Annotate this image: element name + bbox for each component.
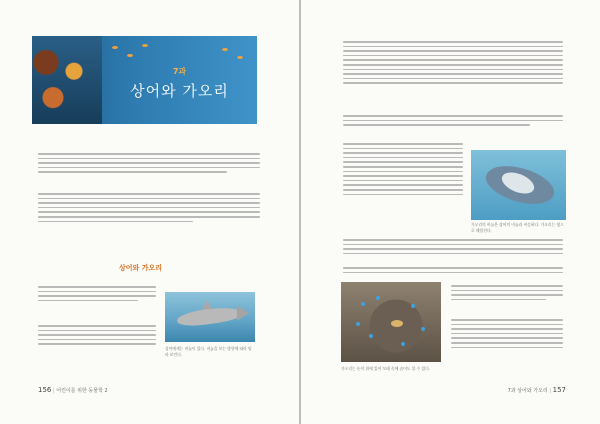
photo-caption: 가오리의 비늘은 상어의 비늘과 비슷하다. 가오리는 옆으로 헤엄친다. (471, 222, 564, 233)
photo-caption: 가오리는 눈이 위에 있어 모래 속에 숨어도 볼 수 있다. (341, 366, 431, 371)
fish-icon (112, 46, 118, 49)
ray-photo (471, 150, 566, 220)
page-footer: 7과 상어와 가오리 | 157 (507, 386, 566, 394)
fish-icon (127, 54, 133, 57)
photo-caption: 상어에게는 비늘이 있다. 비늘을 보는 방향에 따라 달라 보인다. (165, 346, 252, 357)
body-paragraph (38, 150, 260, 176)
stingray-photo (341, 282, 441, 362)
chapter-label: 7과 상어와 가오리 (507, 388, 548, 394)
body-paragraph (343, 38, 563, 87)
body-paragraph (451, 316, 563, 351)
page-number: 156 (38, 386, 52, 394)
body-paragraph (343, 112, 563, 129)
coral-reef-illustration (32, 36, 102, 124)
fish-icon (142, 44, 148, 47)
body-paragraph (343, 236, 563, 257)
chapter-title: 상어와 가오리 (130, 82, 229, 100)
chapter-number: 7과 (172, 67, 187, 76)
page-number: 157 (552, 386, 566, 394)
body-paragraph (38, 322, 156, 348)
body-paragraph (343, 140, 463, 198)
left-page (0, 0, 299, 424)
section-heading: 상어와 가오리 (119, 264, 163, 272)
body-paragraph (38, 283, 156, 304)
body-paragraph (343, 264, 563, 276)
body-paragraph (451, 282, 563, 303)
book-title: 어린이를 위한 동물학 2 (56, 388, 108, 394)
right-page (301, 0, 600, 424)
chapter-banner (32, 36, 257, 124)
fish-icon (222, 48, 228, 51)
shark-photo (165, 292, 255, 342)
body-paragraph (38, 190, 260, 225)
fish-icon (237, 56, 243, 59)
page-footer: 156 | 어린이를 위한 동물학 2 (38, 386, 108, 394)
